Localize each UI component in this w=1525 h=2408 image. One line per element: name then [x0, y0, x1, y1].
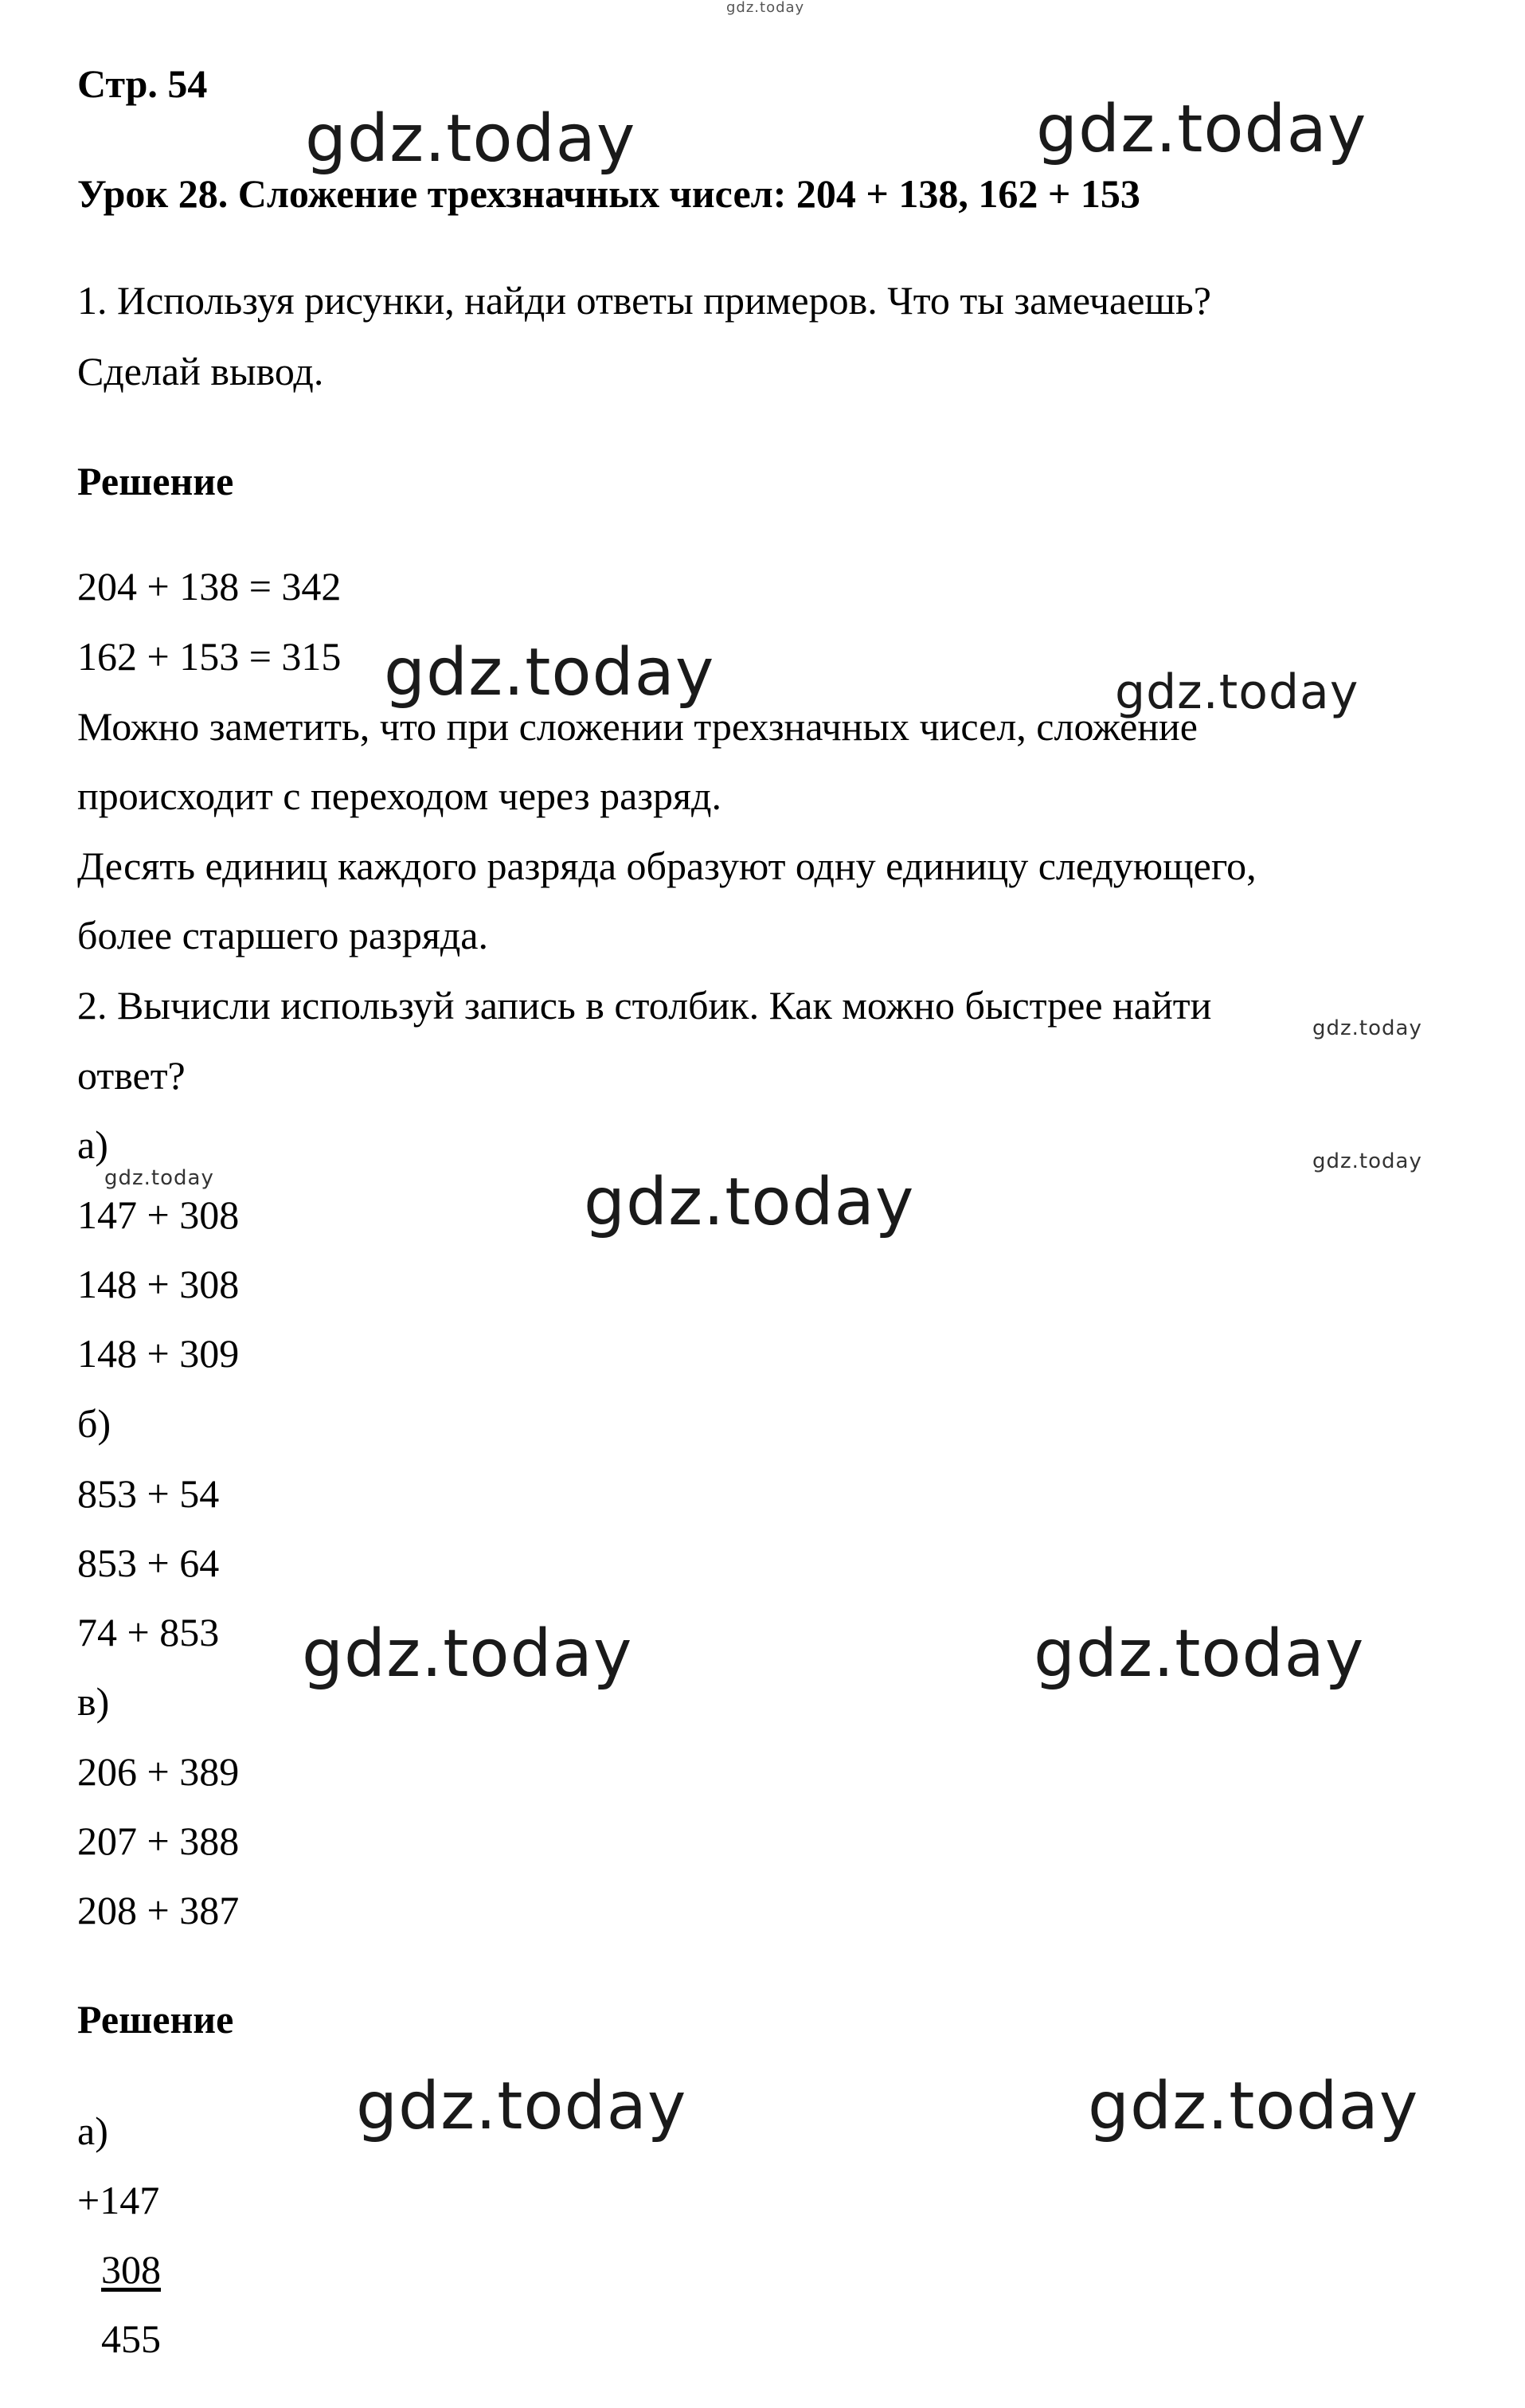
task1-line2: Сделай вывод.	[77, 349, 324, 394]
task2-solution-heading: Решение	[77, 1997, 234, 2042]
watermark: gdz.today	[384, 635, 715, 711]
watermark: gdz.today	[1034, 1616, 1365, 1692]
task2-part-a-item: 148 + 308	[77, 1262, 240, 1306]
task2-line1: 2. Вычисли используй запись в столбик. Как можно быстрее найти	[77, 983, 1212, 1028]
column-addend-2: 308	[101, 2247, 161, 2292]
task2-part-c-item: 206 + 389	[77, 1749, 240, 1794]
task1-conclusion-line3: Десять единиц каждого разряда образуют одну единицу следующего,	[77, 844, 1257, 888]
task1-conclusion-line2: происходит с переходом через разряд.	[77, 773, 721, 818]
watermark: gdz.today	[1115, 664, 1359, 720]
watermark-top: gdz.today	[726, 0, 805, 16]
task2-part-b-label: б)	[77, 1401, 111, 1446]
watermark: gdz.today	[1312, 1149, 1422, 1173]
task2-part-c-label: в)	[77, 1679, 110, 1724]
watermark: gdz.today	[1312, 1016, 1422, 1040]
task1-solution-heading: Решение	[77, 459, 234, 503]
task1-conclusion-line4: более старшего разряда.	[77, 913, 488, 957]
task2-part-c-item: 208 + 387	[77, 1888, 240, 1932]
task2-part-a-item: 147 + 308	[77, 1192, 240, 1237]
task1-conclusion-line1: Можно заметить, что при сложении трехзначных чисел, сложение	[77, 704, 1198, 749]
column-addend-1: +147	[77, 2178, 160, 2222]
task2-solution-a-label: а)	[77, 2108, 108, 2153]
task2-part-a-label: а)	[77, 1122, 108, 1167]
watermark: gdz.today	[1088, 2069, 1419, 2144]
lesson-title: Урок 28. Сложение трехзначных чисел: 204 + 138, 162 + 153	[77, 171, 1140, 216]
watermark: gdz.today	[305, 101, 636, 177]
watermark: gdz.today	[104, 1166, 214, 1190]
page-number: Стр. 54	[77, 61, 208, 106]
task2-part-a-item: 148 + 309	[77, 1331, 240, 1376]
task2-part-b-item: 853 + 54	[77, 1471, 220, 1516]
column-result: 455	[101, 2316, 161, 2361]
task2-line2: ответ?	[77, 1053, 186, 1098]
watermark: gdz.today	[356, 2069, 687, 2144]
task2-part-c-item: 207 + 388	[77, 1819, 240, 1863]
watermark: gdz.today	[584, 1165, 915, 1240]
task1-eq1: 204 + 138 = 342	[77, 564, 342, 609]
task1-eq2: 162 + 153 = 315	[77, 634, 342, 679]
task1-line1: 1. Используя рисунки, найди ответы примеров. Что ты замечаешь?	[77, 278, 1211, 323]
watermark: gdz.today	[1036, 92, 1367, 167]
watermark: gdz.today	[302, 1616, 633, 1692]
task2-part-b-item: 853 + 64	[77, 1541, 220, 1585]
task2-part-b-item: 74 + 853	[77, 1610, 220, 1654]
